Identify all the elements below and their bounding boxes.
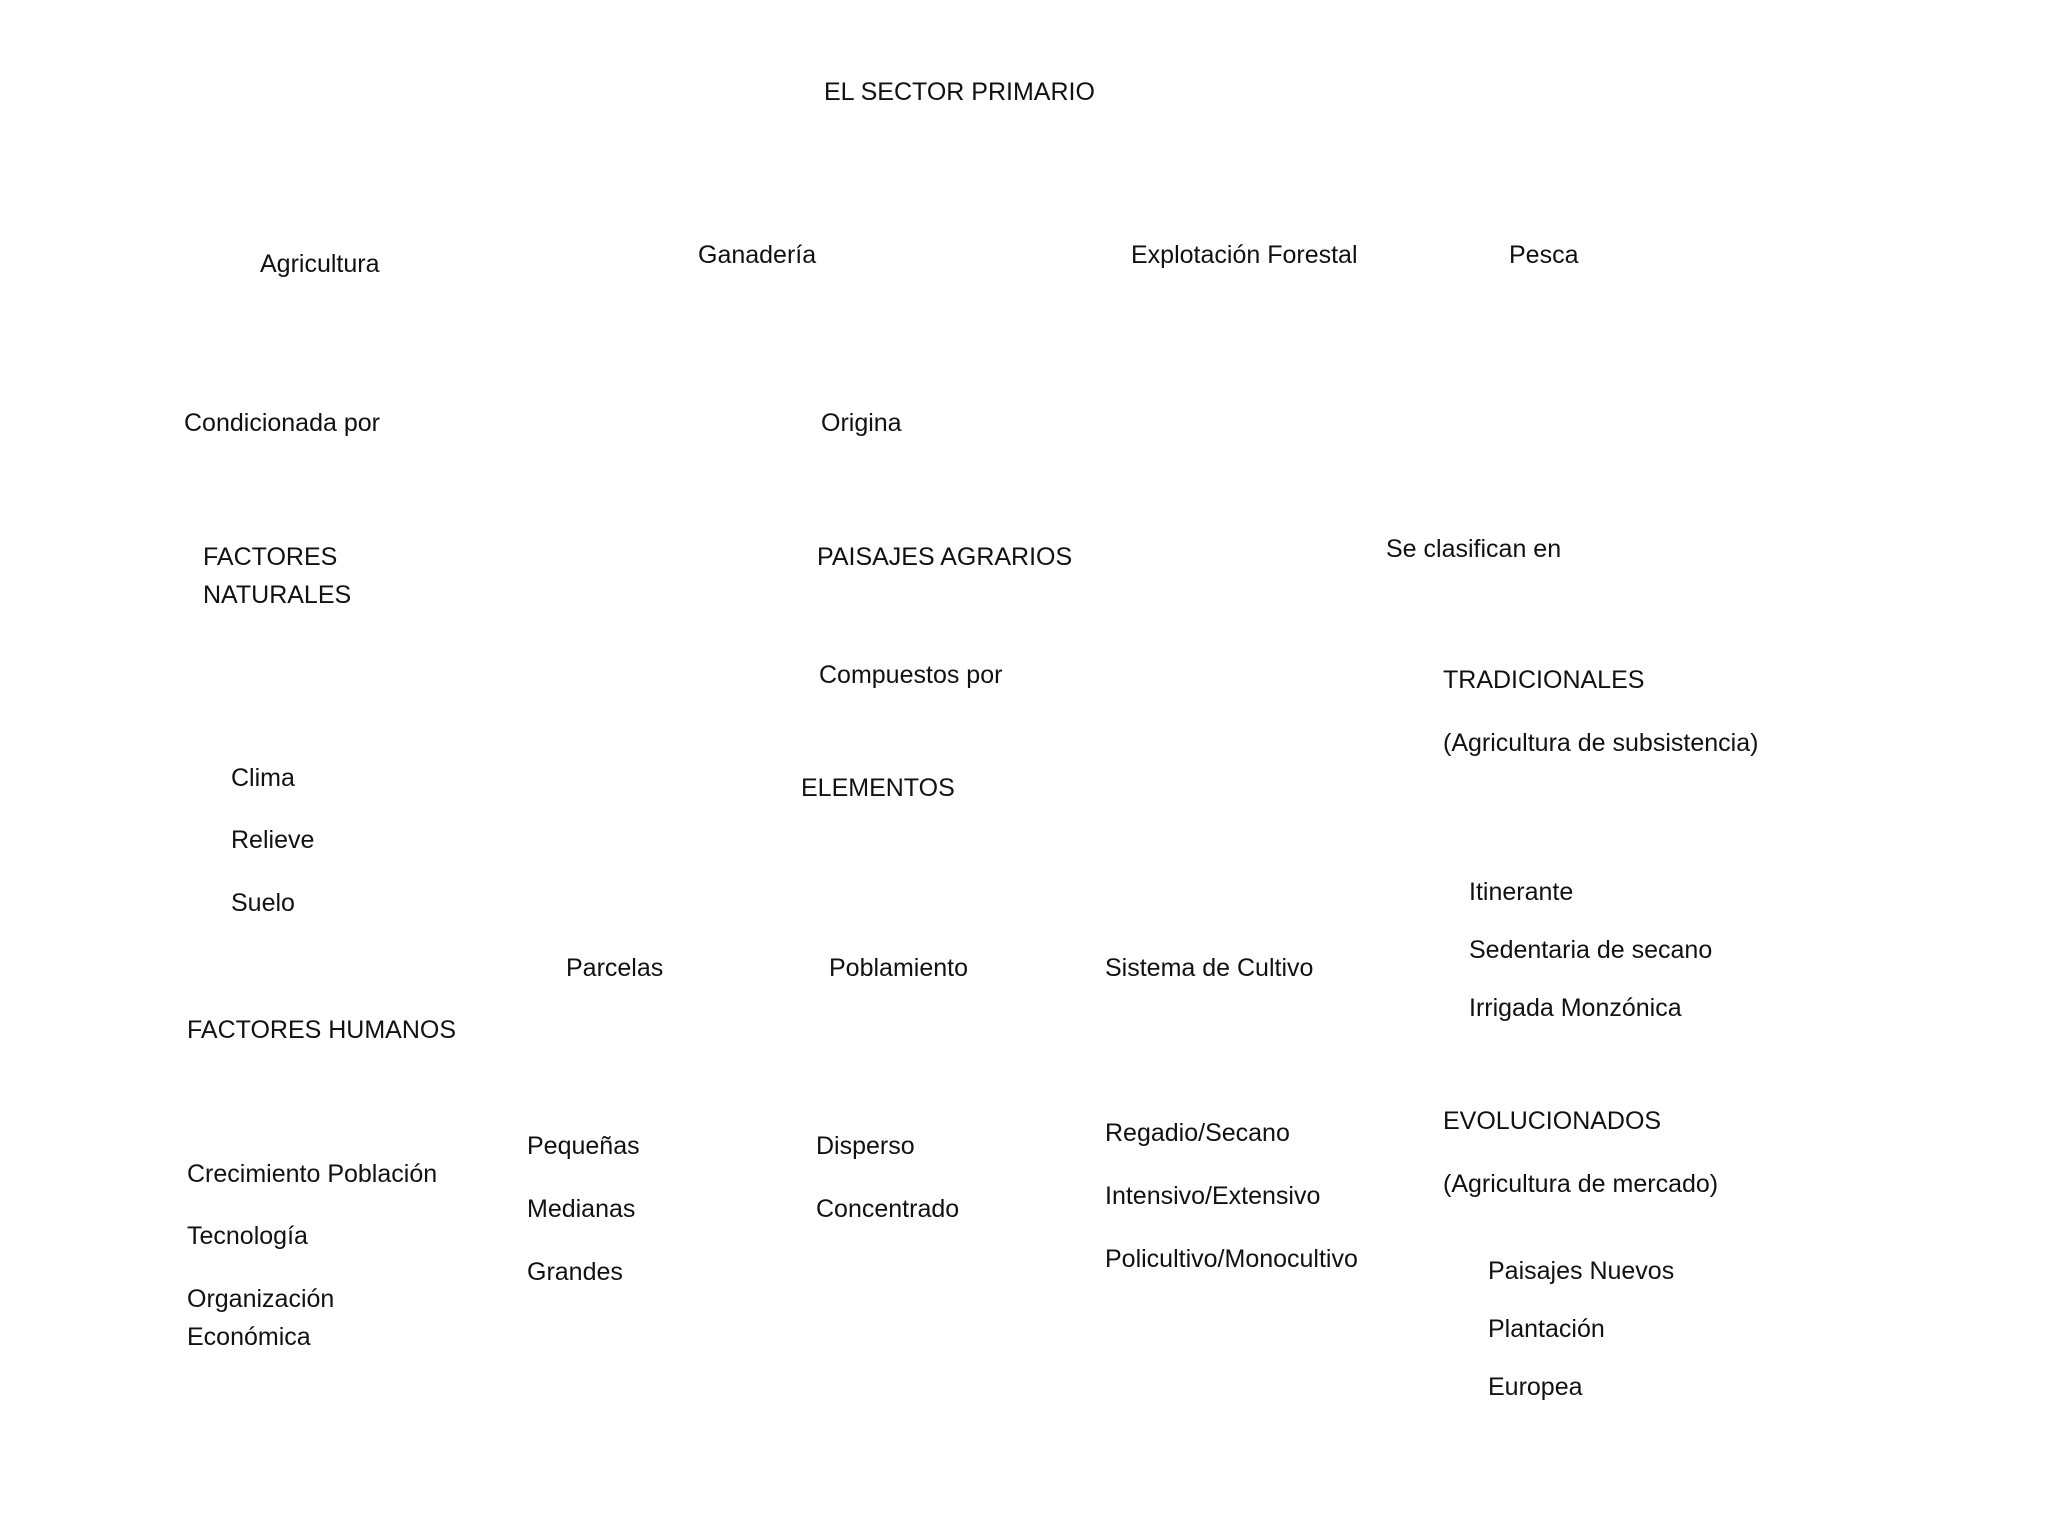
tradicionales-subtitle: (Agricultura de subsistencia) [1443,729,1759,757]
paisajes-agrarios-heading: PAISAJES AGRARIOS [817,543,1073,571]
connector-compuestos: Compuestos por [819,661,1003,689]
sistema-cultivo-item: Regadio/Secano [1105,1119,1290,1147]
evolucionado-item: Plantación [1488,1315,1605,1343]
factor-humano-item: Organización [187,1285,335,1313]
factores-humanos-heading: FACTORES HUMANOS [187,1016,457,1044]
tradicionales-heading: TRADICIONALES [1443,666,1645,694]
factor-natural-item: Suelo [231,889,295,917]
diagram-title: EL SECTOR PRIMARIO [824,78,1095,106]
sistema-cultivo-item: Policultivo/Monocultivo [1105,1245,1358,1273]
evolucionado-item: Paisajes Nuevos [1488,1257,1675,1285]
factor-humano-item: Crecimiento Población [187,1160,438,1188]
parcela-item: Grandes [527,1258,623,1286]
tradicional-item: Sedentaria de secano [1469,936,1713,964]
poblamiento-item: Disperso [816,1132,915,1160]
poblamiento-item: Concentrado [816,1195,960,1223]
tradicional-item: Irrigada Monzónica [1469,994,1682,1022]
elemento-parcelas: Parcelas [566,954,664,982]
connector-origina: Origina [821,409,902,437]
branch-agricultura: Agricultura [260,250,380,278]
elemento-sistema-cultivo: Sistema de Cultivo [1105,954,1314,982]
factor-natural-item: Clima [231,764,295,792]
parcela-item: Medianas [527,1195,636,1223]
parcela-item: Pequeñas [527,1132,640,1160]
factor-natural-item: Relieve [231,826,315,854]
branch-explotacion-forestal: Explotación Forestal [1131,241,1358,269]
elementos-heading: ELEMENTOS [801,774,955,802]
factor-humano-item: Tecnología [187,1222,308,1250]
factores-naturales-heading-2: NATURALES [203,581,352,609]
elemento-poblamiento: Poblamiento [829,954,968,982]
sistema-cultivo-item: Intensivo/Extensivo [1105,1182,1321,1210]
factor-humano-item: Económica [187,1323,311,1351]
connector-condicionada: Condicionada por [184,409,380,437]
connector-se-clasifican: Se clasifican en [1386,535,1562,563]
branch-ganaderia: Ganadería [698,241,817,269]
evolucionado-item: Europea [1488,1373,1583,1401]
factores-naturales-heading-1: FACTORES [203,543,338,571]
evolucionados-heading: EVOLUCIONADOS [1443,1107,1662,1135]
branch-pesca: Pesca [1509,241,1579,269]
evolucionados-subtitle: (Agricultura de mercado) [1443,1170,1719,1198]
tradicional-item: Itinerante [1469,878,1574,906]
